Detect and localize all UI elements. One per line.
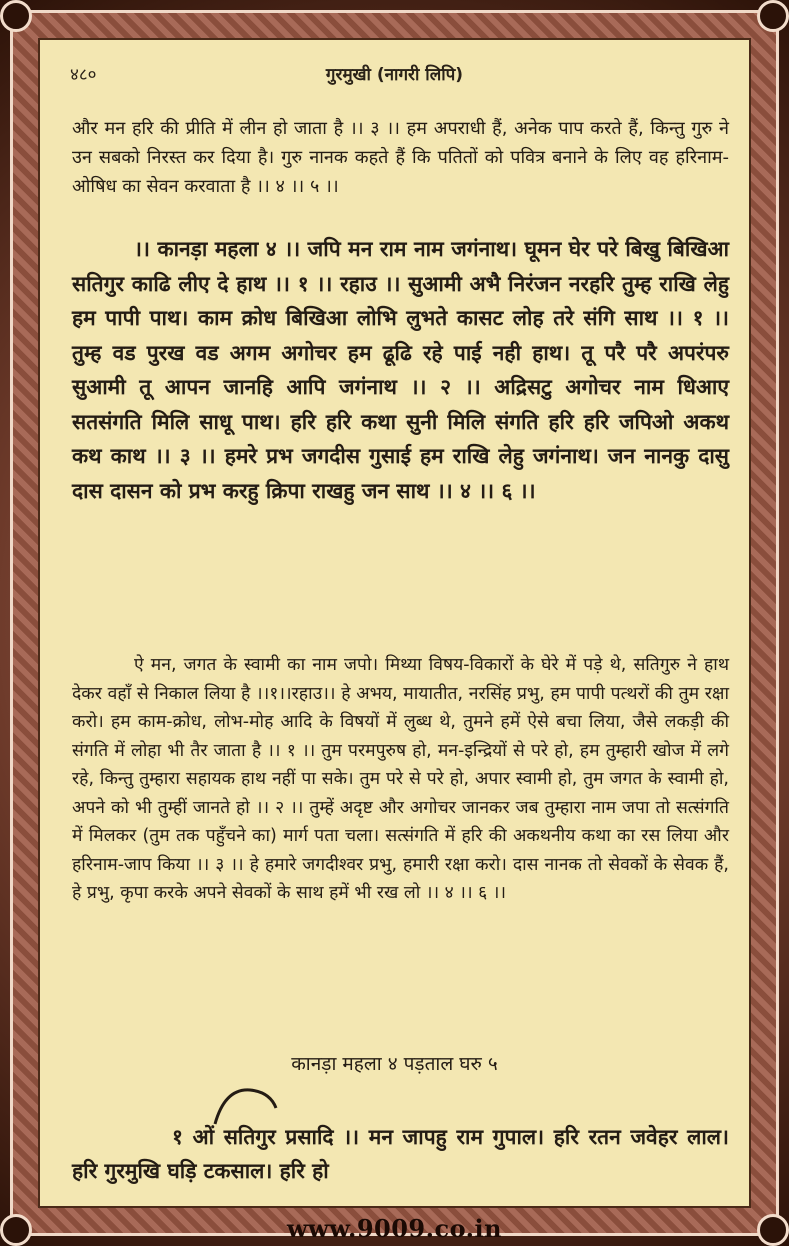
footer-website [0, 1214, 789, 1243]
page-number: ४८० [70, 65, 97, 85]
hymn-opening [72, 1120, 729, 1188]
section-heading: कानड़ा महला ४ पड़ताल घरु ५ [291, 1053, 498, 1075]
intro-paragraph: और मन हरि की प्रीति में लीन हो जाता है ।। ३ ।। हम अपराधी हैं, अनेक पाप करते हैं, किन्तु गुरु ने उन सबको निरस्त कर दिया है। गुरु नानक कहते हैं कि पतितों को पवित्र बनाने के लिए वह हरिनाम-ओषिध का सेवन करवाता है ।। ४ ।। ५ ।। [72, 118, 729, 197]
page-title: गुरमुखी (नागरी लिपि) [325, 65, 464, 85]
book-page [38, 38, 751, 1208]
frame-corner [757, 0, 789, 32]
page-header [70, 62, 719, 86]
frame-corner [0, 0, 32, 32]
translation-verses: ऐ मन, जगत के स्वामी का नाम जपो। मिथ्या विषय-विकारों के घेरे में पड़े थे, सतिगुरु ने हाथ देकर वहाँ से निकाल लिया है ।।१।।रहाउ।। हे अभय, मायातीत, नरसिंह प्रभु, हम पापी पत्थरों की तुम रक्षा करो। हम काम-क्रोध, लोभ-मोह आदि के विषयों में लुब्ध थे, तुमने हमें ऐसे बचा लिया, जैसे लकड़ी की संगति में लोहा भी तैर जाता है ।। १ ।। तुम परमपुरुष हो, मन-इन्द्रियों से परे हो, हम तुम्हारी खोज में लगे रहे, किन्तु तुम्हारा सहायक हाथ नहीं पा सके। तुम परे से परे हो, अपार स्वामी हो, तुम जगत के स्वामी हो, अपने को भी तुम्हीं जानते हो ।। २ ।। तुम्हें अदृष्ट और अगोचर जानकर जब तुम्हारा नाम जपा तो सत्संगति में मिलकर (तुम तक पहुँचने का) मार्ग पता चला। सत्संगति में हरि की अकथनीय कथा का रस लिया और हरिनाम-जाप किया ।। ३ ।। हे हमारे जगदीश्वर प्रभु, हमारी रक्षा करो। दास नानक तो सेवकों के सेवक हैं, हे प्रभु, कृपा करके अपने सेवकों के साथ हमें भी रख लो ।। ४ ।। ६ ।। [72, 655, 729, 903]
hymn2-verses: १ ओं सतिगुर प्रसादि ।। मन जापहु राम गुपाल। हरि रतन जवेहर लाल। हरि गुरमुखि घड़ि टकसाल। हरि हो [72, 1125, 729, 1183]
hymn-text [72, 232, 729, 508]
translation-text [72, 651, 729, 908]
hymn-verses: ।। कानड़ा महला ४ ।। जपि मन राम नाम जगंनाथ। घूमन घेर परे बिखु बिखिआ सतिगुर काढि लीए दे हाथ ।। १ ।। रहाउ ।। सुआमी अभै निरंजन नरहरि तुम्ह राखि लेहु हम पापी पाथ। काम क्रोध बिखिआ लोभि लुभते कासट लोह तरे संगि साथ ।। १ ।। तुम्ह वड पुरख वड अगम अगोचर हम ढूढि रहे पाई नही हाथ। तू परै परै अपरंपरु सुआमी तू आपन जानहि आपि जगंनाथ ।। २ ।। अद्रिसटु अगोचर नाम धिआए सतसंगति मिलि साधू पाथ। हरि हरि कथा सुनी मिलि संगति हरि हरि जपिओ अकथ कथ काथ ।। ३ ।। हमरे प्रभ जगदीस गुसाई हम राखि लेहु जगंनाथ। जन नानकु दासु दास दासन को प्रभ करहु क्रिपा राखहु जन साथ ।। ४ ।। ६ ।। [72, 237, 729, 503]
footer-url: www.9009.co.in [286, 1214, 503, 1243]
